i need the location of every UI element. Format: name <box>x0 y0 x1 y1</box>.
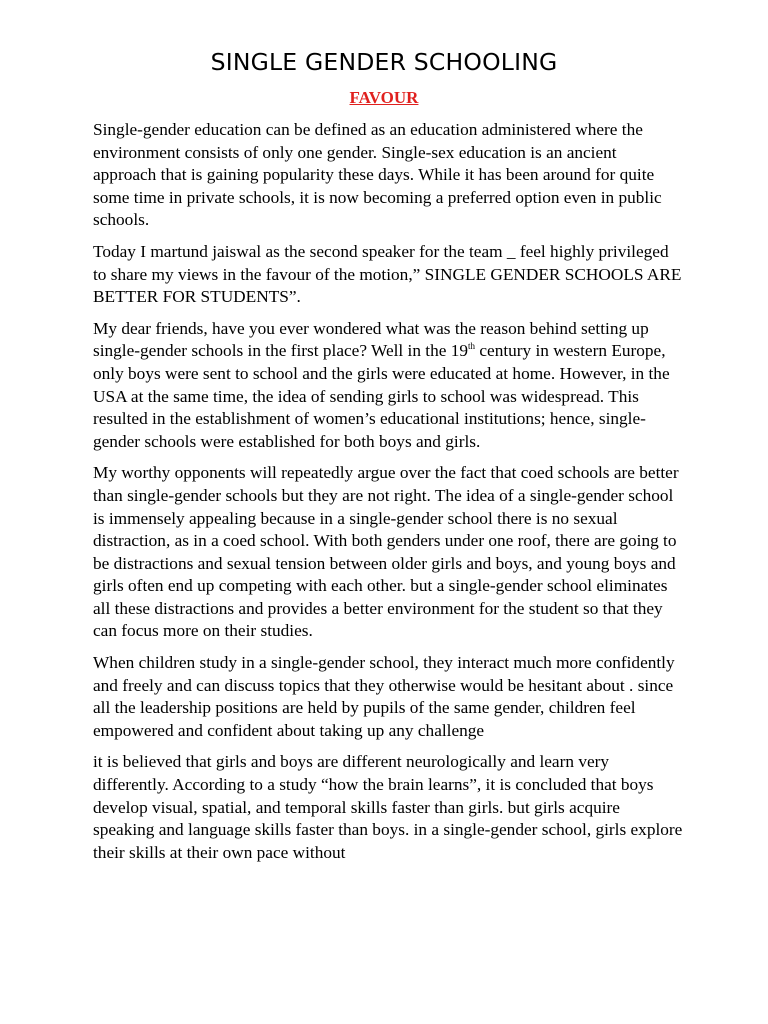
paragraph-6: it is believed that girls and boys are different neurologically and learn very differently. According to a study “how the brain learns”, it is concluded that boys develop visual, spatial, and temporal skills faster than girls. but girls acquire speaking and language skills faster than boys. in a single-gender school, girls explore their skills at their own pace without <box>93 752 683 862</box>
paragraph-4: My worthy opponents will repeatedly argue over the fact that coed schools are better than single-gender schools but they are not right. The idea of a single-gender school is immensely appealing because in a single-gender school there is no sexual distraction, as in a coed school. With both genders under one roof, there are going to be distractions and sexual tension between older girls and boys, and young boys and girls often end up competing with each other. but a single-gender school eliminates all these distractions and provides a better environment for the student so that they can focus more on their studies. <box>93 463 679 641</box>
paragraph-5: When children study in a single-gender school, they interact much more confidently and freely and can discuss topics that they otherwise would be hesitant about . since all the leadership positions are held by pupils of the same gender, children feel empowered and confident about taking up any challenge <box>93 653 675 740</box>
paragraph-1: Single-gender education can be defined as an education administered where the environment consists of only one gender. Single-sex education is an ancient approach that is gaining popularity these days. While it has been around for quite some time in private schools, it is now becoming a preferred option even in public schools. <box>93 120 662 230</box>
document-subtitle: FAVOUR <box>349 88 419 107</box>
paragraph-3 <box>93 318 683 454</box>
paragraph-2: Today I martund jaiswal as the second speaker for the team _ feel highly privileged to share my views in the favour of the motion,” SINGLE GENDER SCHOOLS ARE BETTER FOR STUDENTS”. <box>93 241 682 307</box>
document-title: SINGLE GENDER SCHOOLING <box>210 48 558 76</box>
paragraph-3-part-1: My dear friends, have you ever wondered what was the reason behind setting up single-gender schools in the first place? Well in the 19 <box>93 318 649 361</box>
document-body <box>93 119 683 873</box>
ordinal-superscript: th <box>468 341 476 352</box>
paragraph-3-part-2: century in western Europe, only boys were sent to school and the girls were educated at home. However, in the USA at the same time, the idea of sending girls to school was widespread. This resulted in the establishment of women’s educational institutions; hence, single-gender schools were established for both boys and girls. <box>93 341 670 451</box>
